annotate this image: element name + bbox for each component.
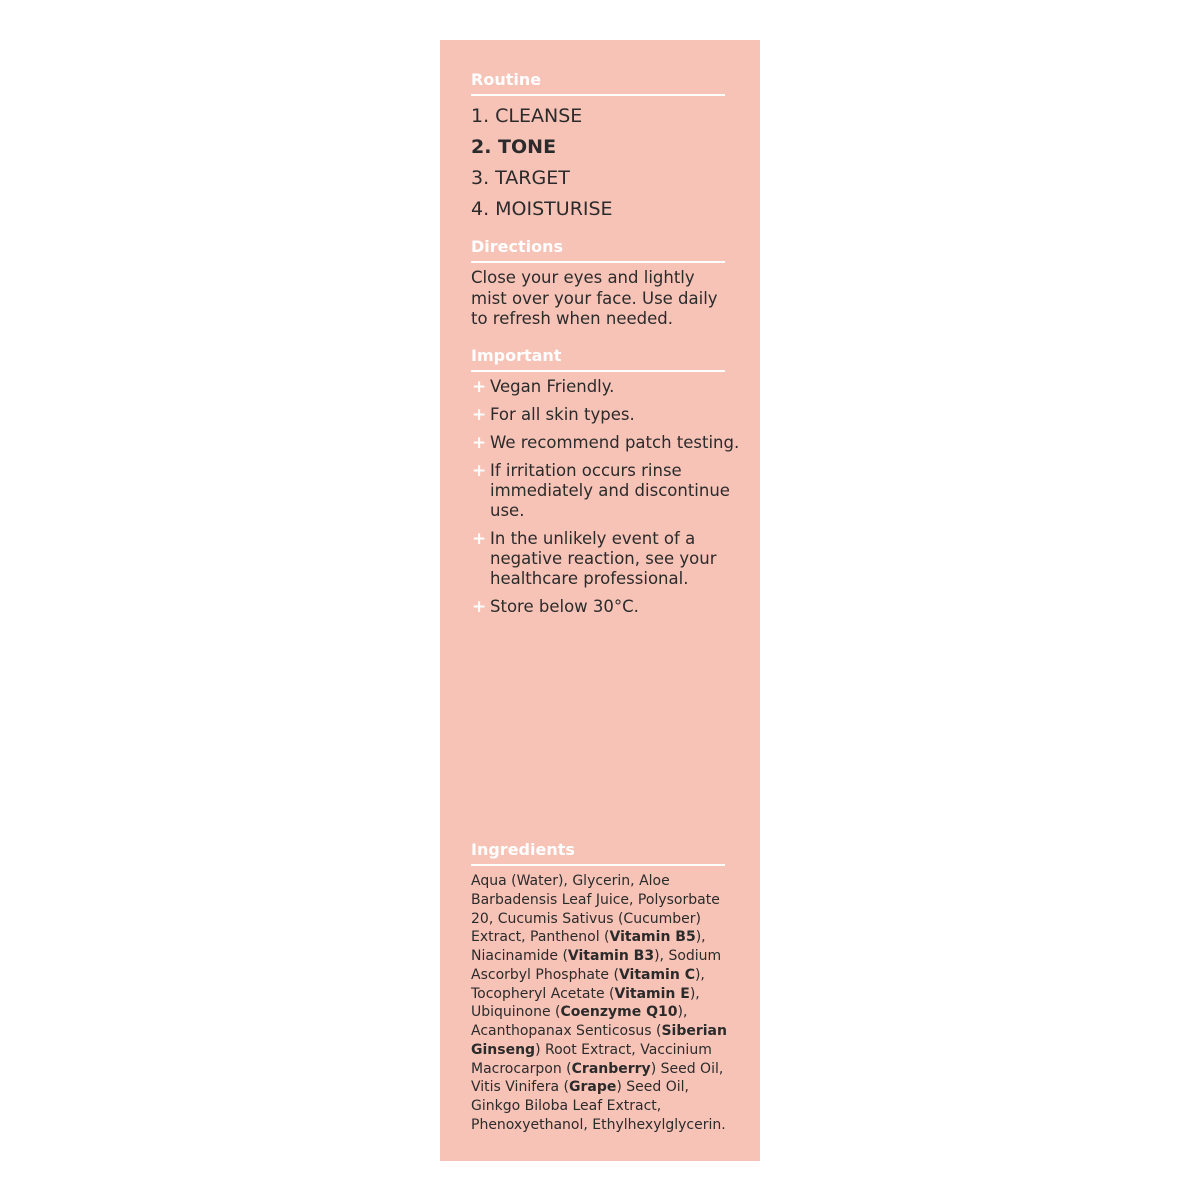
routine-heading: Routine <box>471 70 542 89</box>
ingredients-heading-rule <box>471 864 725 866</box>
important-heading: Important <box>471 346 562 365</box>
important-item: + Vegan Friendly. <box>472 377 615 397</box>
ingredients-heading: Ingredients <box>471 840 575 859</box>
directions-section <box>471 237 771 330</box>
important-item: + If irritation occurs rinse immediately and discontinue use. <box>472 461 730 520</box>
plus-icon: + <box>472 529 487 549</box>
important-heading-rule <box>471 370 725 372</box>
important-item: + In the unlikely event of a negative reaction, see your healthcare professional. <box>472 529 717 588</box>
routine-heading-rule <box>471 94 725 96</box>
plus-icon: + <box>472 433 487 453</box>
ingredient-text-run: ), Acanthopanax Senticosus ( <box>471 1004 688 1039</box>
product-label-panel <box>440 40 760 1161</box>
ingredient-highlight: Grape <box>569 1079 617 1096</box>
important-item: + We recommend patch testing. <box>472 433 740 453</box>
ingredients-section <box>471 840 771 1135</box>
ingredient-highlight: Vitamin B3 <box>567 948 655 964</box>
important-item: + Store below 30°C. <box>472 597 639 617</box>
routine-steps-list <box>471 101 771 225</box>
plus-icon: + <box>472 377 487 397</box>
routine-step: 4. MOISTURISE <box>471 198 613 220</box>
routine-step-active: 2. TONE <box>471 136 557 158</box>
ingredient-text-run: ) Seed Oil, Ginkgo Biloba Leaf Extract, Phenoxyethanol, Ethylhexylglycerin. <box>471 1079 726 1133</box>
plus-icon: + <box>472 461 487 481</box>
directions-heading-rule <box>471 261 725 263</box>
routine-step: 1. CLEANSE <box>471 105 583 127</box>
ingredient-highlight: Cranberry <box>571 1060 651 1077</box>
ingredient-text-run: ), Ubiquinone ( <box>471 985 700 1021</box>
directions-heading: Directions <box>471 237 564 256</box>
ingredient-highlight: Vitamin C <box>618 966 695 983</box>
ingredient-text-run: ) Root Extract, Vaccinium Macrocarpon ( <box>471 1041 712 1077</box>
plus-icon: + <box>472 405 487 425</box>
plus-icon: + <box>472 597 487 617</box>
important-section <box>471 346 771 625</box>
directions-text: Close your eyes and lightly mist over your face. Use daily to refresh when needed. <box>471 268 718 328</box>
important-item: + For all skin types. <box>472 405 635 425</box>
ingredient-highlight: Vitamin B5 <box>609 929 696 946</box>
important-list <box>471 377 771 617</box>
ingredients-text <box>471 872 739 1135</box>
routine-section <box>471 70 771 225</box>
ingredient-highlight: Vitamin E <box>614 985 690 1002</box>
ingredient-highlight: Coenzyme Q10 <box>560 1004 678 1021</box>
routine-step: 3. TARGET <box>471 167 570 189</box>
ingredient-text-run: Aqua (Water), Glycerin, Aloe Barbadensis Leaf Juice, Polysorbate 20, Cucumis Sativus (Cucumber) Extract, Panthenol ( <box>471 873 720 946</box>
ingredient-highlight: Siberian Ginseng <box>471 1023 727 1058</box>
ingredient-text-run: ), Sodium Ascorbyl Phosphate ( <box>471 948 722 983</box>
ingredient-text-run: ), Tocopheryl Acetate ( <box>471 966 705 1002</box>
ingredient-text-run: ) Seed Oil, Vitis Vinifera ( <box>471 1060 724 1096</box>
ingredient-text-run: ), Niacinamide ( <box>471 929 706 964</box>
